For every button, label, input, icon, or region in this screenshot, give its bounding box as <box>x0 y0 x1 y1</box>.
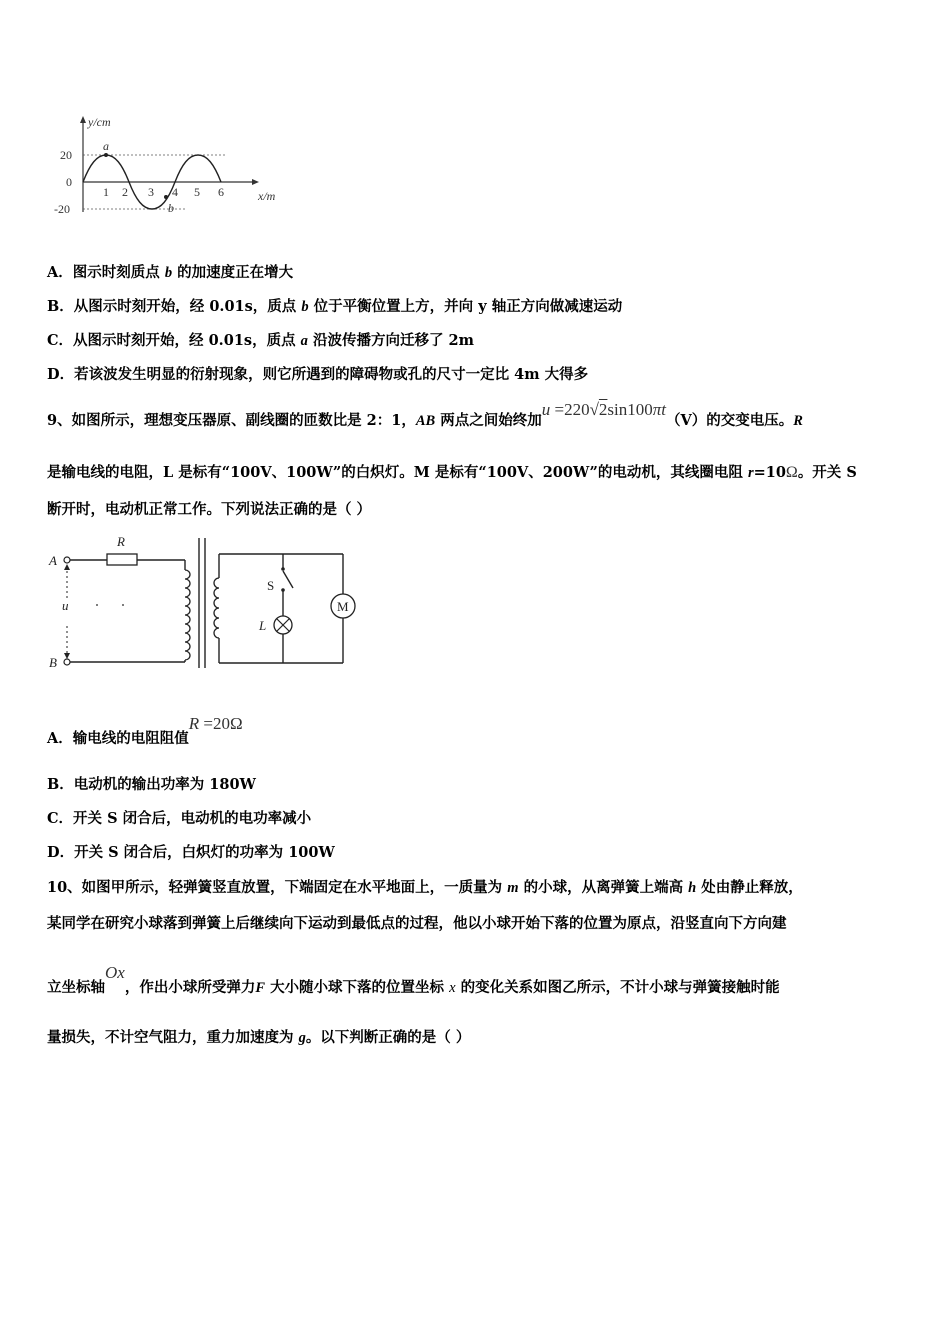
y-tick-20: 20 <box>60 148 72 162</box>
resistor-r <box>107 554 137 565</box>
circuit-label-a: A <box>49 553 57 568</box>
point-a-marker <box>104 153 108 157</box>
q9-voltage-formula: u =220√2sin100πt <box>541 400 667 419</box>
x-tick-3: 3 <box>148 185 154 199</box>
q9-stem-line3: 断开时，电动机正常工作。下列说法正确的是（ ） <box>47 501 372 518</box>
q9-stem-line1: 9、如图所示，理想变压器原、副线圈的匝数比是 2：1，AB 两点之间始终加u =220√2sin100πt（V）的交变电压。R <box>47 400 803 429</box>
circuit-label-s: S <box>267 578 275 593</box>
switch-s <box>283 571 293 588</box>
q10-ox-formula: Ox <box>105 963 125 982</box>
circuit-label-u: u <box>62 598 69 613</box>
x-tick-4: 4 <box>172 185 178 199</box>
q9-option-b: B．电动机的输出功率为 180W <box>47 776 256 793</box>
q9-stem-line2: 是输电线的电阻，L 是标有“100V、100W”的白炽灯。M 是标有“100V、200W”的电动机，其线圈电阻 r=10Ω。开关 S <box>47 464 857 481</box>
wave-graph <box>50 112 290 222</box>
circuit-label-m: M <box>337 599 349 614</box>
q9-option-a: A．输电线的电阻阻值R =20Ω <box>47 714 243 747</box>
x-tick-2: 2 <box>122 185 128 199</box>
q10-stem-line3: 立坐标轴Ox，作出小球所受弹力F 大小随小球下落的位置坐标 x 的变化关系如图乙所示，不计小球与弹簧接触时能 <box>47 963 780 996</box>
secondary-coil <box>214 578 219 638</box>
x-tick-1: 1 <box>103 185 109 199</box>
point-a-label: a <box>103 139 109 153</box>
q8-option-a: A．图示时刻质点 b 的加速度正在增大 <box>47 264 294 281</box>
q10-stem-line4: 量损失，不计空气阻力，重力加速度为 g。以下判断正确的是（ ） <box>47 1029 471 1046</box>
point-b-marker <box>164 195 168 199</box>
primary-coil <box>185 570 190 660</box>
transformer-circuit <box>45 528 365 678</box>
y-tick-0: 0 <box>66 175 72 189</box>
q8-option-c: C．从图示时刻开始，经 0.01s，质点 a 沿波传播方向迁移了 2m <box>47 332 474 349</box>
x-tick-5: 5 <box>194 185 200 199</box>
x-axis-label: x/m <box>258 189 276 203</box>
terminal-b <box>64 659 70 665</box>
y-axis-label: y/cm <box>88 115 111 129</box>
y-tick-neg20: -20 <box>54 202 70 216</box>
q9-resistance-formula: R =20Ω <box>188 714 243 733</box>
q8-option-b: B．从图示时刻开始，经 0.01s，质点 b 位于平衡位置上方，并向 y 轴正方向做减速运动 <box>47 298 623 315</box>
y-axis-arrow <box>80 116 86 123</box>
q9-option-d: D．开关 S 闭合后，白炽灯的功率为 100W <box>47 844 335 861</box>
point-b-label: b <box>168 201 174 215</box>
q9-option-c: C．开关 S 闭合后，电动机的电功率减小 <box>47 810 312 827</box>
q10-stem-line1: 10、如图甲所示，轻弹簧竖直放置，下端固定在水平地面上，一质量为 m 的小球，从离弹簧上端高 h 处由静止释放， <box>47 879 803 896</box>
terminal-a <box>64 557 70 563</box>
circuit-label-b: B <box>49 655 57 670</box>
q10-stem-line2: 某同学在研究小球落到弹簧上后继续向下运动到最低点的过程，他以小球开始下落的位置为原点，沿竖直向下方向建 <box>47 915 787 932</box>
x-tick-6: 6 <box>218 185 224 199</box>
q8-option-d: D．若该波发生明显的衍射现象，则它所遇到的障碍物或孔的尺寸一定比 4m 大得多 <box>47 366 589 383</box>
circuit-label-l: L <box>259 618 267 633</box>
circuit-label-r: R <box>117 534 125 549</box>
x-axis-arrow <box>252 179 259 185</box>
